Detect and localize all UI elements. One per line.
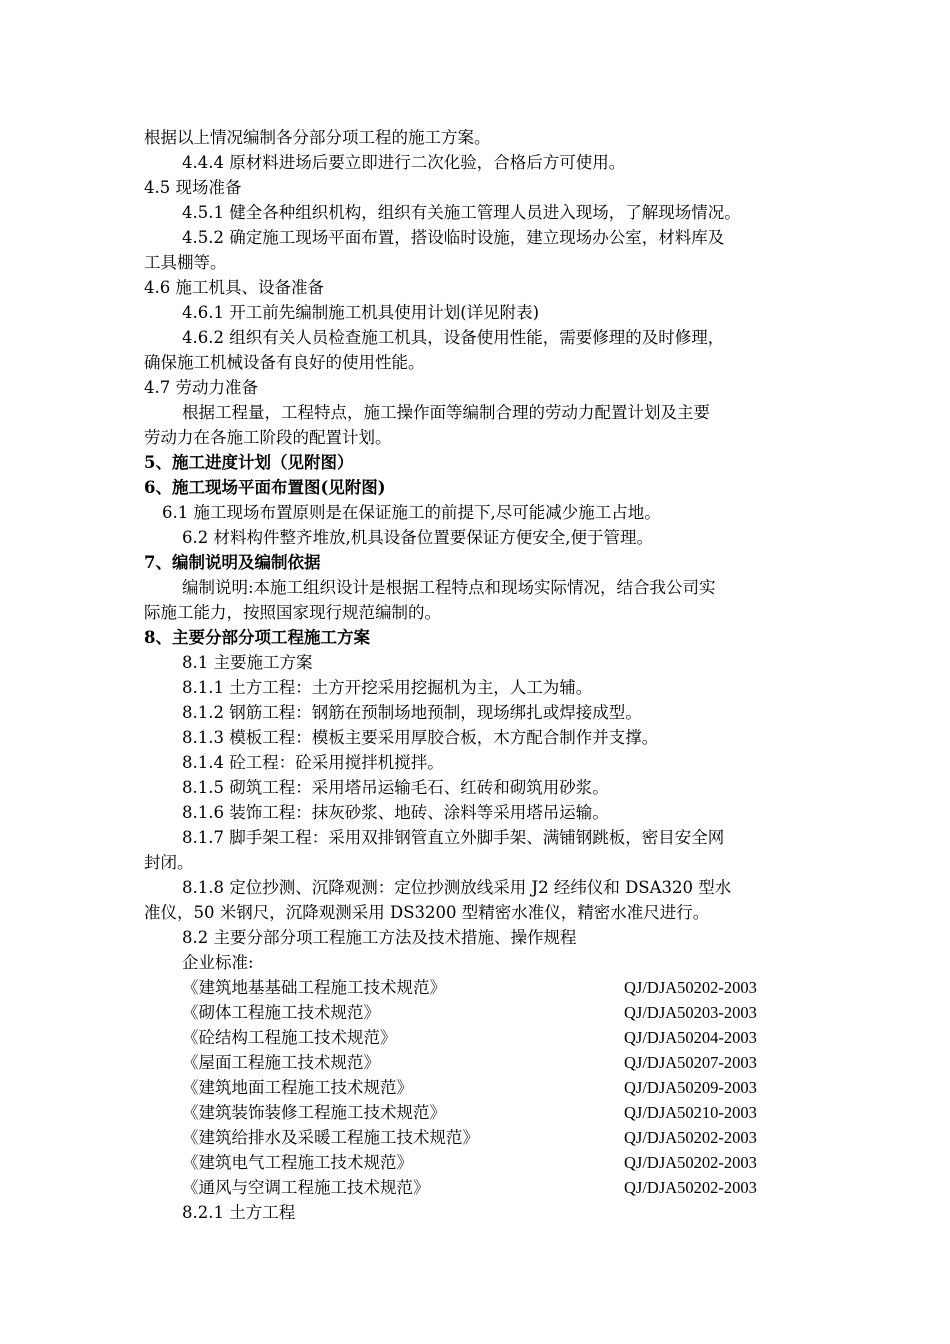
item-4-5-2: 4.5.2 确定施工现场平面布置，搭设临时设施，建立现场办公室，材料库及 (182, 228, 725, 247)
standard-code: QJ/DJA50210-2003 (624, 1103, 757, 1122)
section-heading-8-1: 8.1 主要施工方案 (182, 653, 313, 672)
standard-code: QJ/DJA50202-2003 (624, 1128, 757, 1147)
standard-name: 《砌体工程施工技术规范》 (182, 1003, 380, 1022)
item-8-1-7: 8.1.7 脚手架工程：采用双排钢管直立外脚手架、满铺钢跳板，密目安全网 (182, 828, 725, 847)
standard-name: 《建筑装饰装修工程施工技术规范》 (182, 1103, 446, 1122)
item-8-1-7-continued: 封闭。 (144, 853, 194, 872)
paragraph-7: 编制说明:本施工组织设计是根据工程特点和现场实际情况，结合我公司实 (182, 578, 716, 597)
item-6-2: 6.2 材料构件整齐堆放,机具设备位置要保证方便安全,便于管理。 (182, 528, 653, 547)
item-6-1: 6.1 施工现场布置原则是在保证施工的前提下,尽可能减少施工占地。 (162, 503, 661, 522)
item-8-1-5: 8.1.5 砌筑工程：采用塔吊运输毛石、红砖和砌筑用砂浆。 (182, 778, 609, 797)
section-heading-4-5: 4.5 现场准备 (144, 178, 242, 197)
item-4-6-2: 4.6.2 组织有关人员检查施工机具，设备使用性能，需要修理的及时修理， (182, 328, 725, 347)
standard-name: 《建筑给排水及采暖工程施工技术规范》 (182, 1128, 479, 1147)
standard-name: 《建筑电气工程施工技术规范》 (182, 1153, 413, 1172)
standard-code: QJ/DJA50209-2003 (624, 1078, 757, 1097)
standard-name: 《砼结构工程施工技术规范》 (182, 1028, 397, 1047)
paragraph-4-7: 根据工程量，工程特点，施工操作面等编制合理的劳动力配置计划及主要 (182, 403, 710, 422)
standard-code: QJ/DJA50204-2003 (624, 1028, 757, 1047)
section-heading-4-7: 4.7 劳动力准备 (144, 378, 258, 397)
paragraph-line: 根据以上情况编制各分部分项工程的施工方案。 (144, 128, 491, 147)
standard-name: 《建筑地基基础工程施工技术规范》 (182, 978, 446, 997)
standard-code: QJ/DJA50207-2003 (624, 1053, 757, 1072)
item-4-4-4: 4.4.4 原材料进场后要立即进行二次化验，合格后方可使用。 (182, 153, 626, 172)
standard-name: 《建筑地面工程施工技术规范》 (182, 1078, 413, 1097)
chapter-heading-7: 7、编制说明及编制依据 (144, 553, 321, 572)
standard-code: QJ/DJA50202-2003 (624, 978, 757, 997)
section-heading-8-2-1: 8.2.1 土方工程 (182, 1203, 296, 1222)
item-8-1-4: 8.1.4 砼工程：砼采用搅拌机搅拌。 (182, 753, 444, 772)
item-4-6-2-continued: 确保施工机械设备有良好的使用性能。 (144, 353, 425, 372)
enterprise-standards-label: 企业标准: (182, 953, 254, 972)
section-heading-4-6: 4.6 施工机具、设备准备 (144, 278, 324, 297)
item-8-1-6: 8.1.6 装饰工程：抹灰砂浆、地砖、涂料等采用塔吊运输。 (182, 803, 609, 822)
item-4-5-2-continued: 工具棚等。 (144, 253, 227, 272)
standard-name: 《通风与空调工程施工技术规范》 (182, 1178, 430, 1197)
standard-name: 《屋面工程施工技术规范》 (182, 1053, 380, 1072)
chapter-heading-6: 6、施工现场平面布置图(见附图) (144, 478, 386, 497)
standard-code: QJ/DJA50203-2003 (624, 1003, 757, 1022)
section-heading-8-2: 8.2 主要分部分项工程施工方法及技术措施、操作规程 (182, 928, 577, 947)
item-4-6-1: 4.6.1 开工前先编制施工机具使用计划(详见附表) (182, 303, 540, 322)
item-8-1-1: 8.1.1 土方工程：土方开挖采用挖掘机为主，人工为辅。 (182, 678, 593, 697)
paragraph-4-7-continued: 劳动力在各施工阶段的配置计划。 (144, 428, 392, 447)
chapter-heading-8: 8、主要分部分项工程施工方案 (144, 628, 370, 647)
item-8-1-2: 8.1.2 钢筋工程：钢筋在预制场地预制，现场绑扎或焊接成型。 (182, 703, 642, 722)
item-4-5-1: 4.5.1 健全各种组织机构，组织有关施工管理人员进入现场，了解现场情况。 (182, 203, 741, 222)
item-8-1-8: 8.1.8 定位抄测、沉降观测：定位抄测放线采用 J2 经纬仪和 DSA320 型水 (182, 878, 732, 897)
standard-code: QJ/DJA50202-2003 (624, 1178, 757, 1197)
paragraph-7-continued: 际施工能力，按照国家现行规范编制的。 (144, 603, 441, 622)
item-8-1-3: 8.1.3 模板工程：模板主要采用厚胶合板，木方配合制作并支撑。 (182, 728, 659, 747)
standard-code: QJ/DJA50202-2003 (624, 1153, 757, 1172)
chapter-heading-5: 5、施工进度计划（见附图） (144, 453, 354, 472)
item-8-1-8-continued: 准仪，50 米钢尺，沉降观测采用 DS3200 型精密水准仪，精密水准尺进行。 (144, 903, 710, 922)
